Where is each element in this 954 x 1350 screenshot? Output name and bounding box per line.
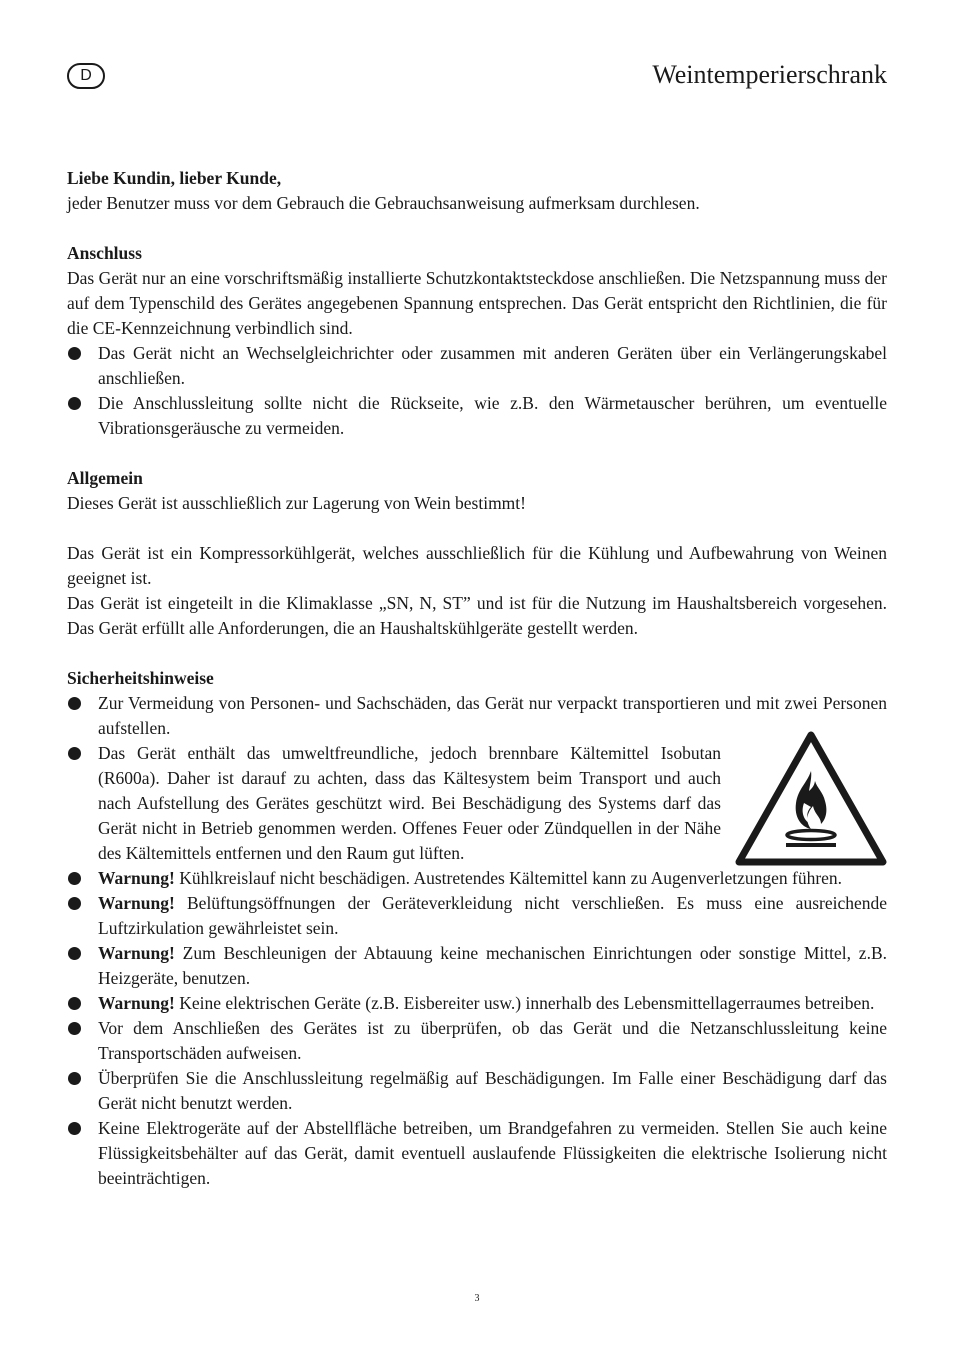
greeting-text: jeder Benutzer muss vor dem Gebrauch die Gebrauchsanweisung aufmerksam durchlesen. bbox=[67, 193, 700, 213]
document-body bbox=[67, 166, 887, 1191]
bullet-icon bbox=[68, 1072, 81, 1085]
list-item: Zur Vermeidung von Personen- und Sachschäden, das Gerät nur verpackt transportieren und mit zwei Personen aufstellen. bbox=[67, 691, 887, 741]
list-item: Vor dem Anschließen des Gerätes ist zu überprüfen, ob das Gerät und die Netzanschlussleitung keine Transportschäden aufweisen. bbox=[67, 1016, 887, 1066]
list-item: Warnung! Belüftungsöffnungen der Geräteverkleidung nicht verschließen. Es muss eine ausreichende Luftzirkulation gewährleistet sein. bbox=[67, 891, 887, 941]
list-item: Keine Elektrogeräte auf der Abstellfläche betreiben, um Brandgefahren zu vermeiden. Stellen Sie auch keine Flüssigkeitsbehälter auf das Gerät, damit eventuell auslaufende Flüssigkeiten die elektrische Isolierung nicht beeinträchtigen. bbox=[67, 1116, 887, 1191]
warning-label: Warnung! bbox=[98, 893, 175, 913]
list-item: Warnung! Keine elektrischen Geräte (z.B. Eisbereiter usw.) innerhalb des Lebensmittellagerraumes betreiben. bbox=[67, 991, 887, 1016]
warning-label: Warnung! bbox=[98, 943, 175, 963]
anschluss-heading: Anschluss bbox=[67, 243, 142, 263]
allgemein-text: Das Gerät ist eingeteilt in die Klimaklasse „SN, N, ST” und ist für die Nutzung im Haushaltsbereich vorgesehen. Das Gerät erfüllt alle Anforderungen, die an Haushaltskühlgeräte gestellt werden. bbox=[67, 593, 887, 638]
bullet-icon bbox=[68, 897, 81, 910]
list-item: Warnung! Zum Beschleunigen der Abtauung keine mechanischen Einrichtungen oder sonstige Mittel, z.B. Heizgeräte, benutzen. bbox=[67, 941, 887, 991]
list-item: Das Gerät nicht an Wechselgleichrichter oder zusammen mit anderen Geräten über ein Verlängerungskabel anschließen. bbox=[67, 341, 887, 391]
allgemein-heading: Allgemein bbox=[67, 468, 143, 488]
bullet-icon bbox=[68, 347, 81, 360]
list-item: Das Gerät enthält das umweltfreundliche, jedoch brennbare Kältemittel Isobutan (R600a). Daher ist darauf zu achten, dass das Kältesystem beim Transport und auch nach Aufstellung des Gerätes geschützt wird. Bei Beschädigung des Systems darf das Gerät nicht in Betrieb genommen werden. Offenes Feuer oder Zündquellen in der Nähe des Kältemittels entfernen und den Raum gut lüften. bbox=[67, 741, 721, 866]
warning-label: Warnung! bbox=[98, 868, 175, 888]
page-title: Weintemperierschrank bbox=[652, 60, 887, 89]
page-number: 3 bbox=[474, 1293, 480, 1304]
refrigerant-warning bbox=[67, 741, 887, 866]
list-item: Überprüfen Sie die Anschlussleitung regelmäßig auf Beschädigungen. Im Falle einer Beschädigung darf das Gerät nicht benutzt werden. bbox=[67, 1066, 887, 1116]
allgemein-text: Dieses Gerät ist ausschließlich zur Lagerung von Wein bestimmt! bbox=[67, 493, 526, 513]
bullet-icon bbox=[68, 947, 81, 960]
list-item: Warnung! Kühlkreislauf nicht beschädigen. Austretendes Kältemittel kann zu Augenverletzungen führen. bbox=[67, 866, 887, 891]
bullet-icon bbox=[68, 747, 81, 760]
warning-label: Warnung! bbox=[98, 993, 175, 1013]
bullet-icon bbox=[68, 872, 81, 885]
bullet-icon bbox=[68, 397, 81, 410]
language-badge: D bbox=[67, 63, 105, 89]
sicherheit-heading: Sicherheitshinweise bbox=[67, 668, 214, 688]
anschluss-text: Das Gerät nur an eine vorschriftsmäßig installierte Schutzkontaktsteckdose anschließen. Die Netzspannung muss der auf dem Typenschild des Gerätes angegebenen Spannung entsprechen. Das Gerät entspricht den Richtlinien, die für die CE-Kennzeichnung verbindlich sind. bbox=[67, 268, 887, 338]
allgemein-text: Das Gerät ist ein Kompressorkühlgerät, welches ausschließlich für die Kühlung und Aufbewahrung von Weinen geeignet ist. bbox=[67, 543, 887, 588]
bullet-icon bbox=[68, 697, 81, 710]
bullet-icon bbox=[68, 1122, 81, 1135]
flammable-warning-icon bbox=[735, 731, 887, 867]
list-item: Die Anschlussleitung sollte nicht die Rückseite, wie z.B. den Wärmetauscher berühren, um eventuelle Vibrationsgeräusche zu vermeiden. bbox=[67, 391, 887, 441]
bullet-icon bbox=[68, 997, 81, 1010]
greeting-heading: Liebe Kundin, lieber Kunde, bbox=[67, 168, 282, 188]
bullet-icon bbox=[68, 1022, 81, 1035]
